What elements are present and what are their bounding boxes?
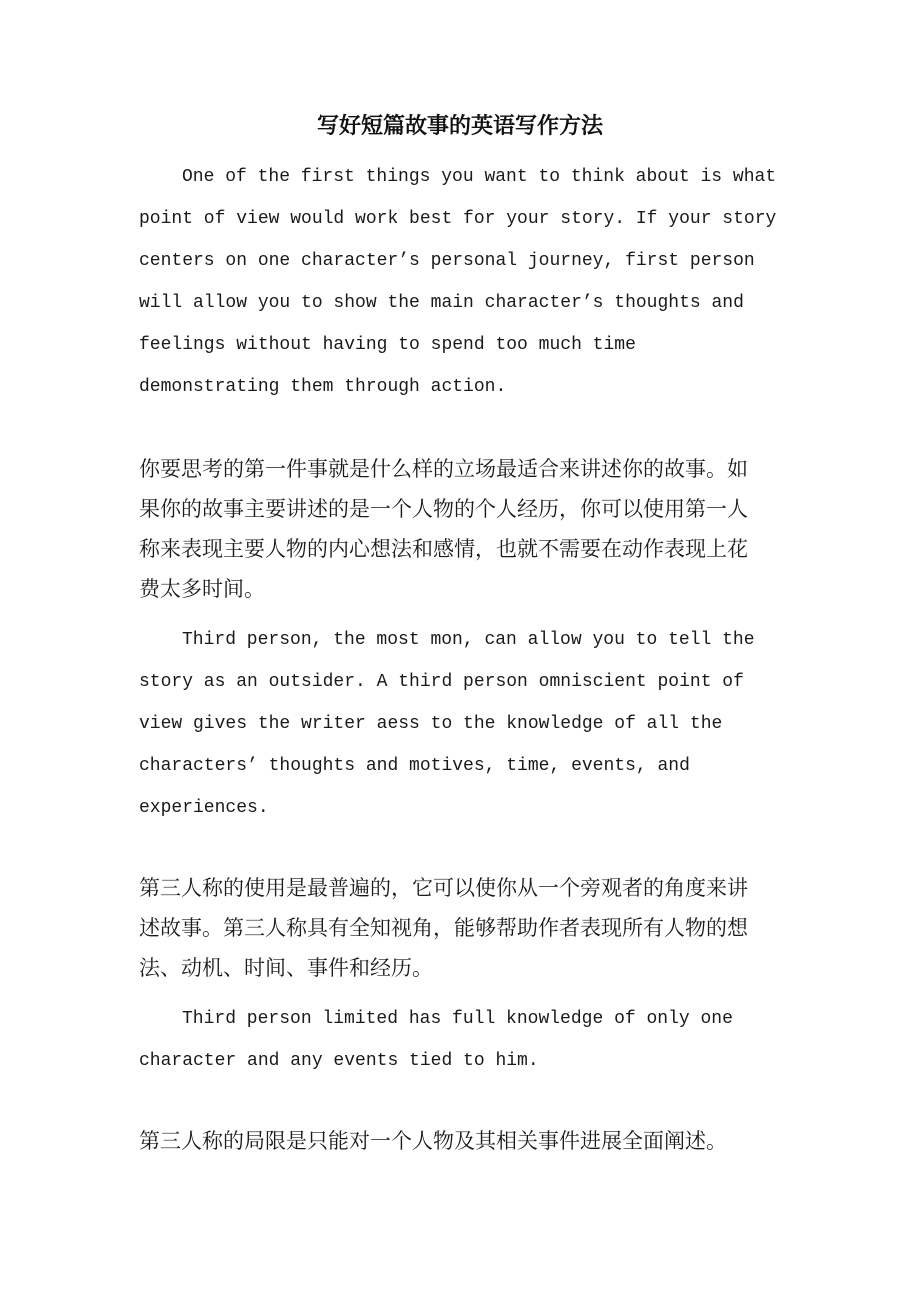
document-title: 写好短篇故事的英语写作方法: [316, 113, 603, 139]
text-line: story as an outsider. A third person omniscient point of: [139, 672, 744, 692]
paragraph-english-1: [139, 156, 789, 408]
text-line: characters’ thoughts and motives, time, events, and: [139, 756, 690, 776]
text-line: centers on one character’s personal journey, first person: [139, 251, 755, 271]
paragraph-chinese-3: [139, 1121, 779, 1161]
text-line: 你要思考的第一件事就是什么样的立场最适合来讲述你的故事。如: [139, 457, 748, 481]
text-line: view gives the writer aess to the knowledge of all the: [139, 714, 723, 734]
text-line: One of the first things you want to think about is what: [182, 167, 777, 187]
text-line: 法、动机、时间、事件和经历。: [139, 956, 433, 980]
text-line: 果你的故事主要讲述的是一个人物的个人经历，你可以使用第一人: [139, 497, 748, 521]
text-line: point of view would work best for your story. If your story: [139, 209, 777, 229]
text-line: 述故事。第三人称具有全知视角，能够帮助作者表现所有人物的想: [139, 916, 748, 940]
text-line: experiences.: [139, 798, 269, 818]
text-line: feelings without having to spend too much time: [139, 335, 636, 355]
text-line: character and any events tied to him.: [139, 1051, 539, 1071]
text-line: Third person limited has full knowledge of only one: [182, 1009, 733, 1029]
text-line: Third person, the most mon, can allow you to tell the: [182, 630, 755, 650]
paragraph-english-3: [139, 998, 789, 1082]
text-line: 费太多时间。: [139, 577, 265, 601]
paragraph-english-2: [139, 619, 789, 829]
text-line: demonstrating them through action.: [139, 377, 507, 397]
text-line: 第三人称的局限是只能对一个人物及其相关事件进展全面阐述。: [139, 1129, 727, 1153]
text-line: 称来表现主要人物的内心想法和感情，也就不需要在动作表现上花: [139, 537, 748, 561]
paragraph-chinese-2: [139, 868, 779, 988]
text-line: 第三人称的使用是最普遍的，它可以使你从一个旁观者的角度来讲: [139, 876, 748, 900]
text-line: will allow you to show the main character’s thoughts and: [139, 293, 744, 313]
paragraph-chinese-1: [139, 449, 779, 609]
